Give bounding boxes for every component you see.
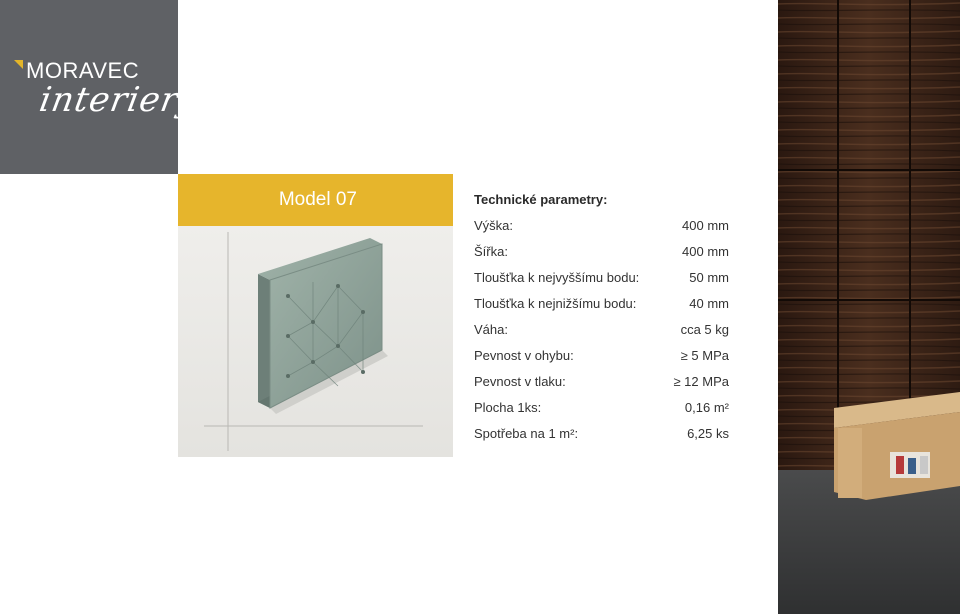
spec-value: ≥ 5 MPa: [680, 348, 729, 363]
spec-value: 0,16 m²: [684, 400, 729, 415]
spec-row-compressive-strength: [474, 374, 729, 394]
product-image: [178, 226, 453, 457]
spec-row-area: [474, 400, 729, 420]
spec-row-thickness-min: [474, 296, 729, 316]
logo-mark-icon: [14, 60, 23, 69]
spec-row-weight: [474, 322, 729, 342]
spec-row-width: [474, 244, 729, 264]
spec-row-bending-strength: [474, 348, 729, 368]
spec-row-thickness-max: [474, 270, 729, 290]
spec-label: Tloušťka k nejnižšímu bodu:: [474, 296, 637, 311]
model-title-band: [178, 174, 453, 226]
spec-value: ≥ 12 MPa: [673, 374, 729, 389]
model-title: Model 07: [278, 189, 357, 210]
spec-label: Spotřeba na 1 m²:: [474, 426, 579, 441]
spec-value: 400 mm: [682, 218, 729, 233]
spec-value: 50 mm: [689, 270, 729, 285]
tufted-panel-image: [178, 226, 453, 457]
spec-value: cca 5 kg: [680, 322, 729, 337]
spec-label: Váha:: [474, 322, 508, 337]
spec-label: Pevnost v ohybu:: [474, 348, 574, 363]
spec-value: 40 mm: [689, 296, 729, 311]
spec-value: 6,25 ks: [687, 426, 729, 441]
specs-title: Technické parametry:: [474, 192, 608, 207]
spec-row-consumption: [474, 426, 729, 446]
spec-label: Šířka:: [474, 244, 508, 259]
spec-value: 400 mm: [682, 244, 729, 259]
spec-row-height: [474, 218, 729, 238]
interior-photo-image: [778, 0, 960, 614]
spec-label: Tloušťka k nejvyššímu bodu:: [474, 270, 640, 285]
logo-brand: MORAVEC: [26, 58, 140, 83]
spec-label: Pevnost v tlaku:: [474, 374, 566, 389]
interior-photo: [778, 0, 960, 614]
spec-label: Plocha 1ks:: [474, 400, 542, 415]
logo-block: [0, 0, 202, 174]
spec-label: Výška:: [474, 218, 514, 233]
logo-script: interiery: [36, 80, 202, 120]
